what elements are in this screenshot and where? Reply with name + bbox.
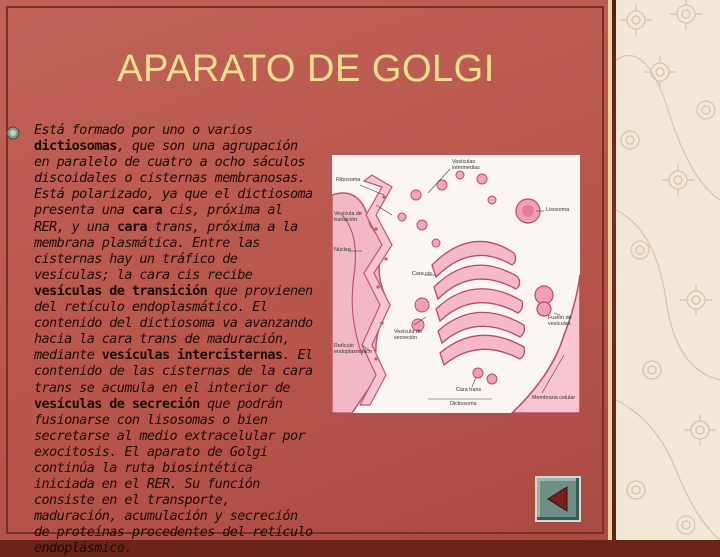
golgi-diagram-illustration (332, 155, 580, 413)
body-text-segment: , que son una agrupación en paralelo de cuatro a ocho sáculos discoidales o cisternas membranosas. Está polarizado, ya que el dictiosoma presenta una (34, 138, 313, 219)
label-lisosoma: Lisosoma (546, 207, 570, 213)
label-vesicula-transicion: Vesícula de transición (334, 211, 362, 223)
body-text-emphasis: vesículas de transición (34, 282, 208, 299)
back-triangle-icon (537, 478, 579, 520)
body-text-emphasis: dictiosomas (34, 138, 117, 155)
body-text-segment: Está formado por uno o varios (34, 122, 253, 138)
label-membrana-celular: Membrana celular (532, 395, 576, 401)
slide-body-text (34, 122, 318, 557)
label-nucleo: Núcleo (334, 247, 351, 253)
label-dictiosoma: Dictiosoma (450, 401, 477, 407)
body-text-emphasis: cara (116, 218, 147, 235)
golgi-diagram (332, 155, 580, 413)
body-text-segment: que podrán fusionarse con lisosomas o bien secretarse al medio extracelular por exocitosis. El aparato de Golgi continúa la ruta biosintética iniciada en el RER. Su función consiste en el transporte, maduración, acumulación y secreción de proteínas procedentes del retículo endoplásmico. (34, 395, 313, 557)
label-reticulo: Retículo endoplasmático (334, 343, 372, 355)
label-cara-trans: Cara trans (456, 387, 482, 393)
label-ribosoma: Ribosoma (336, 177, 361, 183)
body-text-emphasis: vesículas de secreción (34, 395, 200, 412)
body-text-segment: trans, próxima a la membrana plasmática. Entre las cisternas hay un tráfico de vesículas; la cara cis recibe (34, 218, 298, 283)
body-text-segment: cis, próxima al RER, y una (34, 202, 283, 235)
label-fusion-vesiculas: Fusión de vesículas (548, 315, 572, 327)
body-text-emphasis: vesículas intercisternas (101, 347, 283, 364)
slide-title: APARATO DE GOLGI (117, 48, 495, 90)
label-vesiculas-intermedias: Vesículas intermedias (452, 159, 480, 171)
body-text-emphasis: cara (131, 202, 162, 219)
label-vesicula-secrecion: Vesícula de secreción (394, 329, 422, 341)
body-text-segment: que provienen del retículo endoplasmático. El contenido del dictiosoma va avanzando hacia la cara trans de maduración, mediante (34, 282, 313, 364)
label-cara-cis: Cara cis (412, 271, 432, 277)
decorative-floral-panel (616, 0, 720, 540)
bullet-icon (6, 126, 20, 140)
body-text-segment: . El contenido de las cisternas de la cara trans se acumula en el interior de (34, 347, 313, 396)
back-button[interactable] (535, 476, 581, 522)
floral-pattern-icon (616, 0, 720, 540)
